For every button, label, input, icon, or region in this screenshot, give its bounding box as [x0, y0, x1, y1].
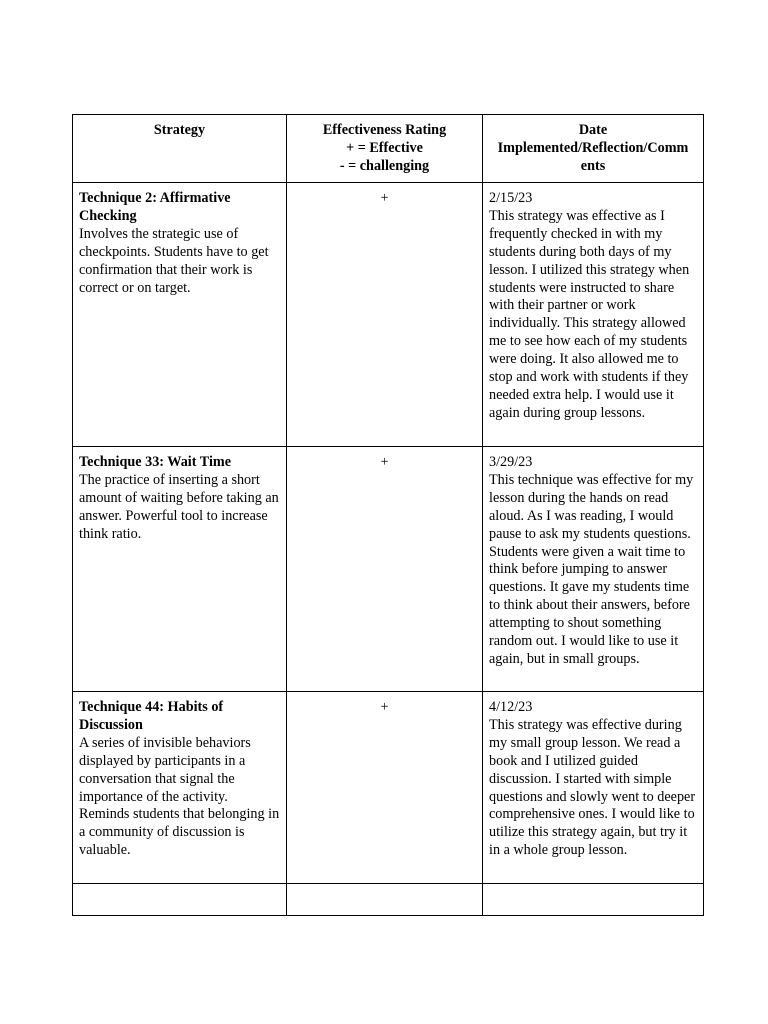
rating-value: +: [380, 190, 389, 206]
reflection-comment: This strategy was effective as I frequently checked in with my students during both days of my lesson. I utilized this strategy when students were instructed to share with their partner or work individually. This strategy allowed me to see how each of my students were doing. It also allowed me to stop and work with students if they needed extra help. I would use it again during group lessons.: [489, 207, 690, 421]
implemented-date: 2/15/23: [489, 190, 533, 206]
empty-cell: [483, 884, 704, 916]
rating-cell: [287, 447, 483, 692]
header-comments-line3: ents: [580, 157, 606, 174]
table-row: [73, 183, 704, 447]
rating-cell: [287, 692, 483, 884]
table-row: [73, 447, 704, 692]
comment-cell: [483, 183, 704, 447]
header-comments-line2: Implemented/Reflection/Comm: [497, 139, 689, 156]
comment-cell: [483, 447, 704, 692]
technique-title: Technique 33: Wait Time: [79, 454, 232, 470]
empty-table-row: [73, 884, 704, 916]
header-strategy-label: Strategy: [153, 122, 206, 138]
strategy-cell: [73, 692, 287, 884]
reflection-comment: This technique was effective for my lesson during the hands on read aloud. As I was reading, I would pause to ask my students questions. Students were given a wait time to think before jumping to answer questions. It gave my students time to think about their answers, before attempting to shout something random out. I would like to use it again, but in small groups.: [489, 471, 694, 667]
rating-value: +: [380, 699, 389, 715]
implemented-date: 4/12/23: [489, 699, 533, 715]
implemented-date: 3/29/23: [489, 454, 533, 470]
header-rating-effective: + = Effective: [346, 139, 423, 156]
comment-cell: [483, 692, 704, 884]
strategy-cell: [73, 183, 287, 447]
reflection-comment: This strategy was effective during my small group lesson. We read a book and I utilized guided discussion. I started with simple questions and slowly went to deeper comprehensive ones. I would like to utilize this strategy again, but try it in a whole group lesson.: [489, 716, 696, 859]
technique-title: Technique 2: Affirmative Checking: [79, 190, 231, 224]
header-comments: [483, 115, 704, 183]
header-strategy: [73, 115, 287, 183]
rating-value: +: [380, 454, 389, 470]
technique-title: Technique 44: Habits of Discussion: [79, 699, 224, 733]
table-header-row: [73, 115, 704, 183]
technique-description: The practice of inserting a short amount of waiting before taking an answer. Powerful tool to increase think ratio.: [79, 471, 279, 542]
strategy-cell: [73, 447, 287, 692]
rating-cell: [287, 183, 483, 447]
header-rating-title: Effectiveness Rating: [322, 122, 447, 138]
header-rating-challenging: - = challenging: [339, 157, 430, 174]
technique-description: A series of invisible behaviors displayed by participants in a conversation that signal the importance of the activity. Reminds students that belonging in a community of discussion is valuable.: [79, 734, 280, 859]
table-row: [73, 692, 704, 884]
strategy-table: [72, 114, 704, 916]
technique-description: Involves the strategic use of checkpoints. Students have to get confirmation that their work is correct or on target.: [79, 225, 269, 296]
empty-cell: [287, 884, 483, 916]
empty-cell: [73, 884, 287, 916]
header-rating: [287, 115, 483, 183]
header-comments-line1: Date: [578, 122, 608, 138]
